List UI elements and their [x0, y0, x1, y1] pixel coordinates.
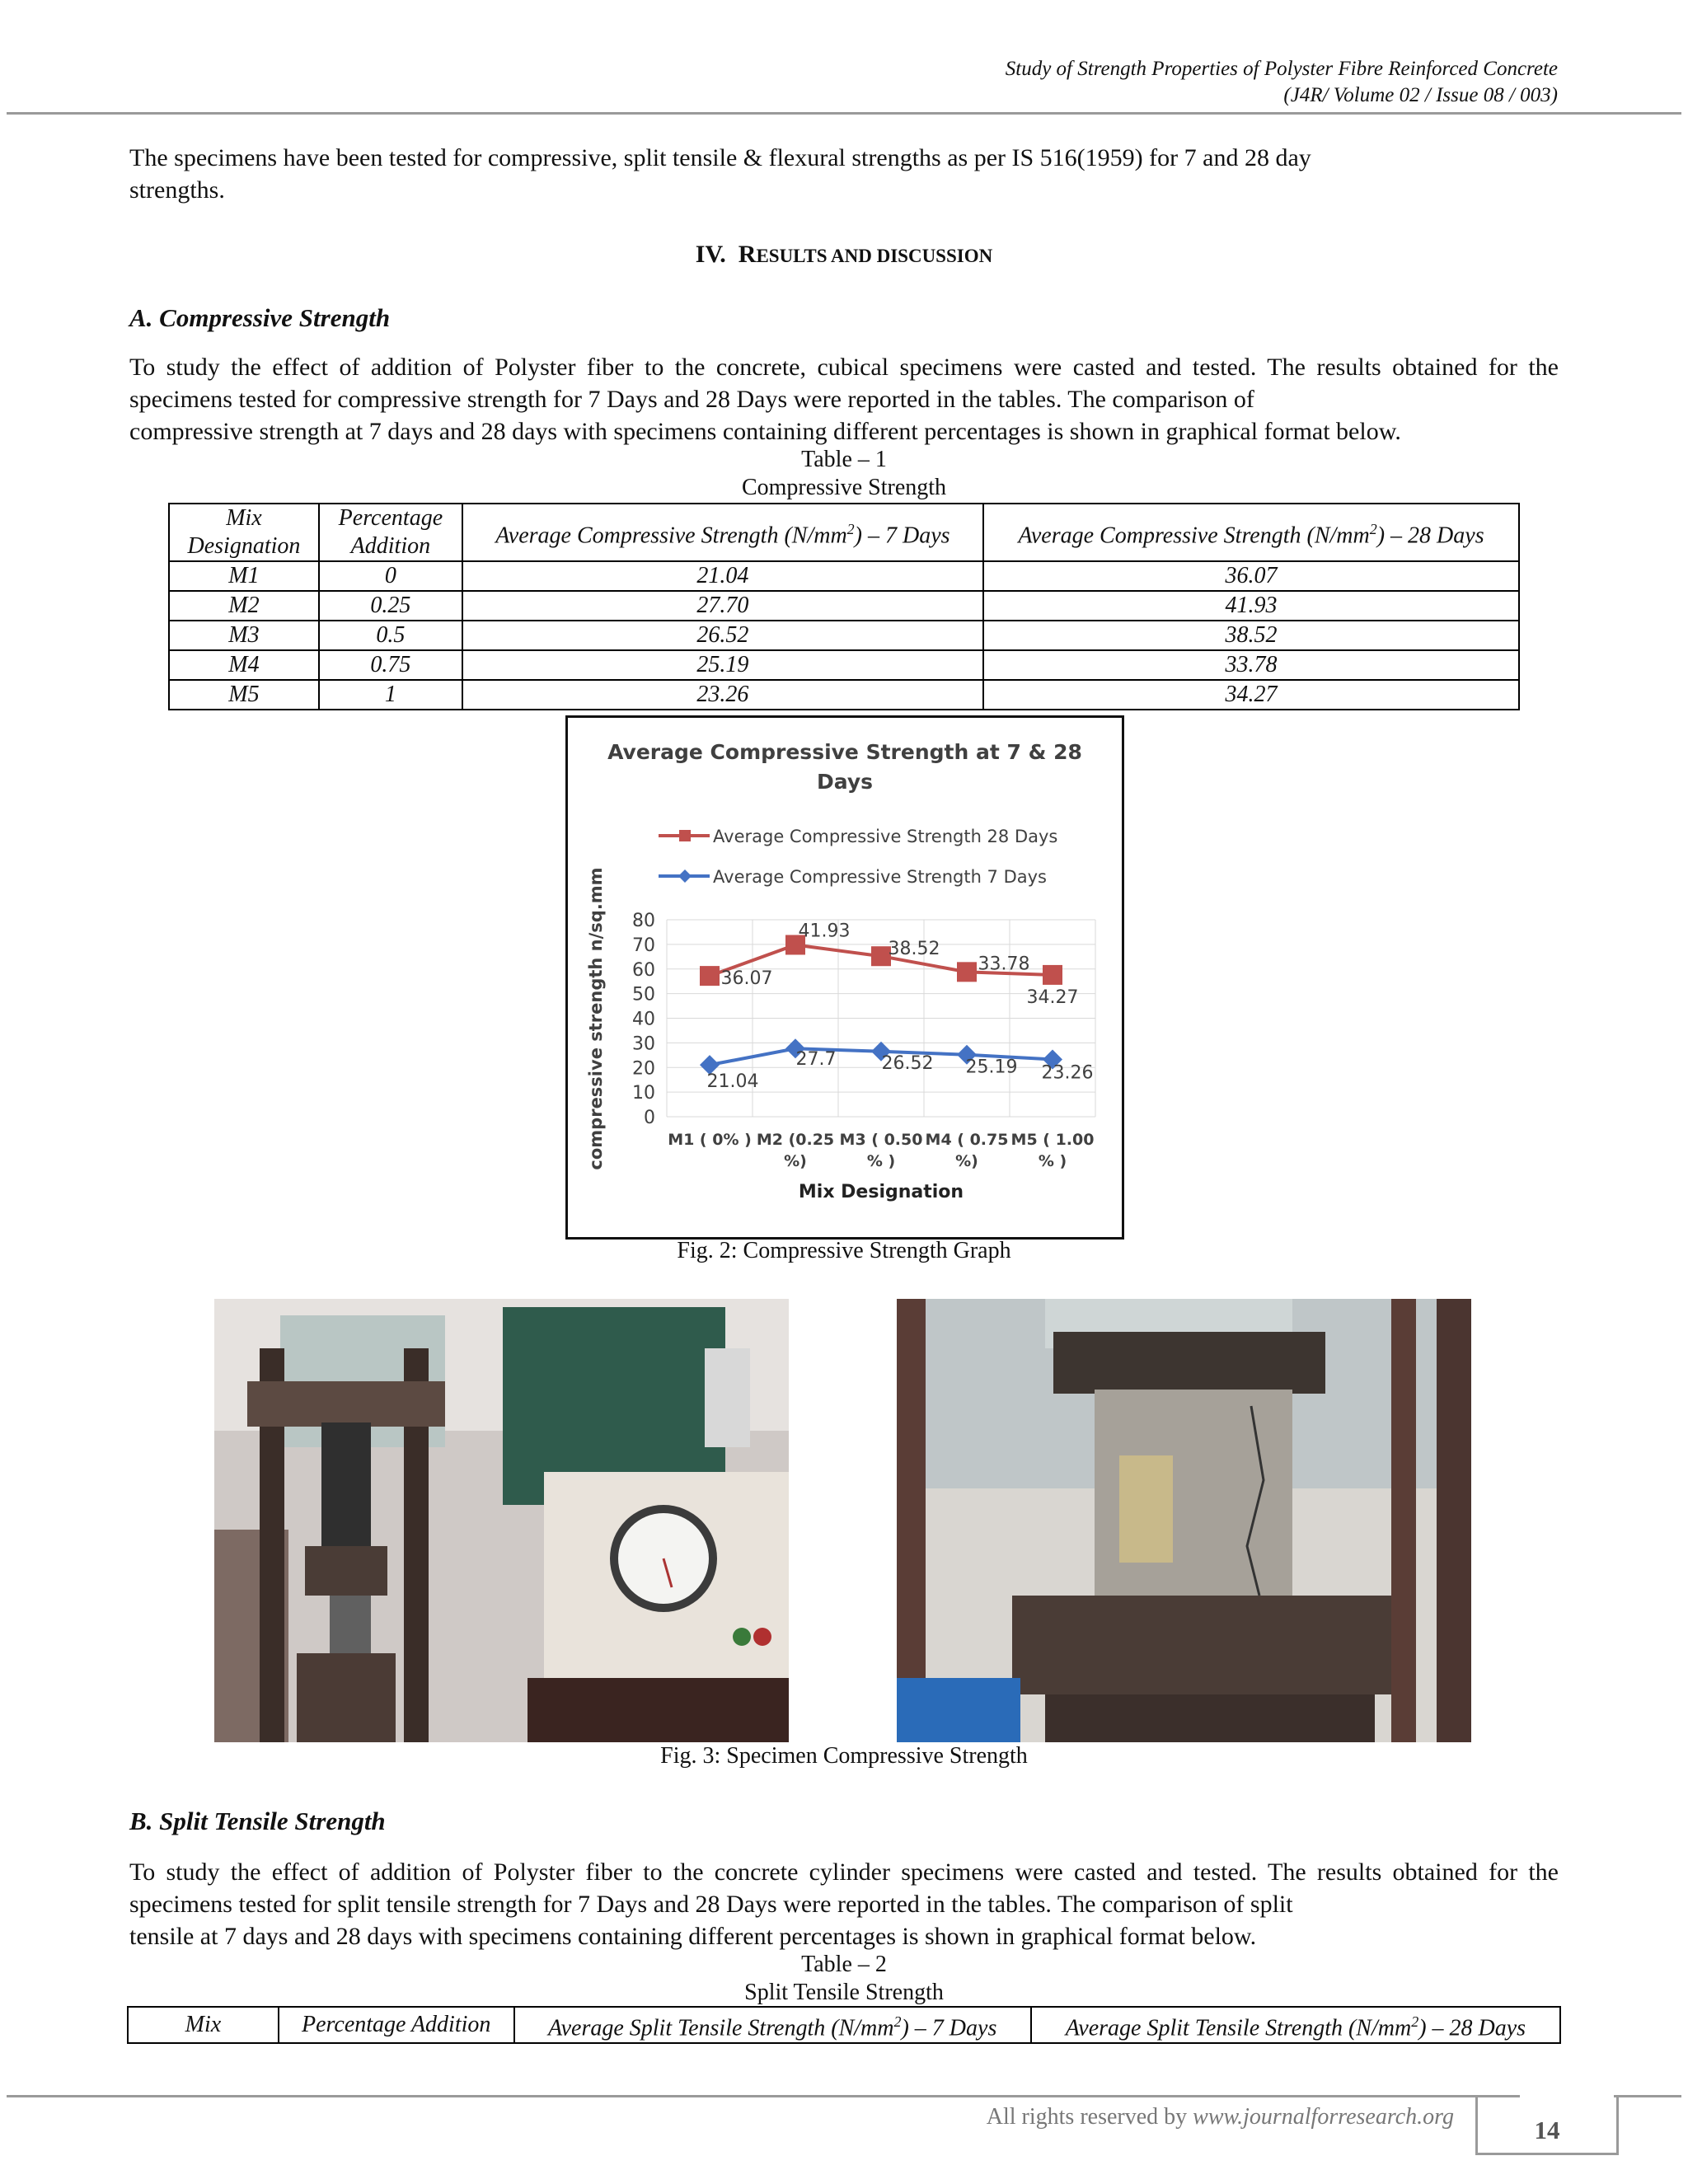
legend-label: Average Compressive Strength 7 Days — [713, 867, 1047, 887]
cell-mix: M5 — [169, 680, 319, 710]
col-header-mix: Mix — [128, 2007, 279, 2043]
compressive-strength-table — [168, 503, 1520, 710]
data-label: 33.78 — [978, 954, 1030, 975]
x-tick-label: M2 (0.25 — [756, 1131, 835, 1149]
split-tensile-strength-table — [127, 2006, 1561, 2044]
data-point — [1043, 965, 1062, 985]
table-row — [169, 561, 1519, 591]
compressive-text: To study the effect of addition of Polyster fiber to the concrete, cubical specimens were casted and tested. The results obtained for the specimens tested for compressive strength for 7 Days and 28 Days were reported in the tables. The comparison of — [129, 354, 1559, 413]
page-number: 14 — [1534, 2116, 1560, 2144]
col-header-percentage: Percentage Addition — [319, 504, 462, 561]
compressive-paragraph — [129, 351, 1559, 448]
cell-mix: M2 — [169, 591, 319, 621]
x-tick-label: % ) — [866, 1152, 896, 1170]
table-header-row — [169, 504, 1519, 561]
cell-d7: 26.52 — [462, 621, 983, 650]
split-text: To study the effect of addition of Polyster fiber to the concrete cylinder specimens were casted and tested. The results obtained for the specimens tested for split tensile strength for 7 Days and 28 Days were reported in the tables. The comparison of split — [129, 1858, 1559, 1918]
header-divider — [7, 112, 1681, 115]
y-tick-label: 0 — [644, 1108, 655, 1128]
cell-pct: 0.75 — [319, 650, 462, 680]
col-header-percentage: Percentage Addition — [279, 2007, 514, 2043]
cell-pct: 0.25 — [319, 591, 462, 621]
section-title-rest: ESULTS AND DISCUSSION — [756, 246, 993, 266]
cell-mix: M1 — [169, 561, 319, 591]
table2-label: Table – 2 — [801, 1952, 887, 1977]
table1-title: Compressive Strength — [741, 475, 947, 500]
chart-svg — [568, 718, 1122, 1237]
table1-label: Table – 1 — [801, 447, 887, 472]
data-point — [957, 962, 977, 982]
cell-pct: 0.5 — [319, 621, 462, 650]
legend-marker — [679, 830, 691, 841]
data-label: 25.19 — [965, 1057, 1018, 1078]
cell-d7: 23.26 — [462, 680, 983, 710]
footer-divider — [7, 2095, 1520, 2097]
col-header-28days: Average Split Tensile Strength $(N/mm^2) - 28$ Days — [1031, 2007, 1560, 2043]
fig2-caption: Fig. 2: Compressive Strength Graph — [677, 1238, 1011, 1263]
data-label: 21.04 — [706, 1071, 759, 1093]
data-label: 38.52 — [888, 939, 940, 960]
data-point — [700, 966, 720, 986]
table-row — [169, 680, 1519, 710]
footer-divider-right — [1614, 2095, 1681, 2097]
subsection-heading-split-tensile: B. Split Tensile Strength — [129, 1807, 386, 1835]
y-tick-label: 20 — [632, 1058, 655, 1080]
y-tick-label: 80 — [632, 911, 655, 931]
table-row — [169, 621, 1519, 650]
legend-label: Average Compressive Strength 28 Days — [713, 827, 1058, 846]
cell-d28: 41.93 — [983, 591, 1519, 621]
x-axis-label: Mix Designation — [798, 1182, 964, 1202]
legend-marker — [678, 869, 692, 883]
y-tick-label: 60 — [632, 959, 655, 981]
cell-pct: 1 — [319, 680, 462, 710]
data-label: 34.27 — [1026, 987, 1079, 1008]
compression-machine-illustration — [214, 1299, 789, 1742]
intro-text-last: strengths. — [129, 176, 225, 204]
specimen-under-test-photo — [897, 1299, 1471, 1742]
split-text-last: tensile at 7 days and 28 days with specimens containing different percentages is shown in graphical format below. — [129, 1923, 1257, 1950]
split-tensile-paragraph — [129, 1856, 1559, 1952]
data-label: 27.7 — [795, 1049, 837, 1071]
cell-d28: 38.52 — [983, 621, 1519, 650]
cell-d28: 33.78 — [983, 650, 1519, 680]
x-tick-label: M3 ( 0.50 — [839, 1131, 923, 1149]
running-header-title: Study of Strength Properties of Polyster Fibre Reinforced Concrete — [1005, 58, 1558, 80]
cell-mix: M3 — [169, 621, 319, 650]
cell-d28: 36.07 — [983, 561, 1519, 591]
chart-title-line2: Days — [816, 770, 874, 794]
data-label: 23.26 — [1041, 1062, 1094, 1084]
intro-text: The specimens have been tested for compressive, split tensile & flexural strengths as per IS 516(1959) for 7 and 28 day — [129, 144, 1311, 171]
data-label: 41.93 — [798, 921, 851, 942]
col-header-7days: Average Compressive Strength $(N/mm^2) - 7$ Days — [462, 504, 983, 561]
table-row — [169, 591, 1519, 621]
table2-title: Split Tensile Strength — [744, 1980, 944, 2005]
y-tick-label: 50 — [632, 984, 655, 1005]
x-tick-label: M4 ( 0.75 — [925, 1131, 1009, 1149]
cell-d7: 21.04 — [462, 561, 983, 591]
cell-pct: 0 — [319, 561, 462, 591]
subsection-heading-compressive: A. Compressive Strength — [129, 303, 391, 332]
x-tick-label: %) — [955, 1152, 978, 1170]
cell-d28: 34.27 — [983, 680, 1519, 710]
footer-site-link[interactable]: www.journalforresearch.org — [1193, 2104, 1454, 2130]
y-axis-label: compressive strength n/sq.mm — [586, 867, 606, 1170]
x-tick-label: M1 ( 0% ) — [668, 1131, 752, 1149]
cell-d7: 27.70 — [462, 591, 983, 621]
data-label: 26.52 — [881, 1052, 934, 1074]
y-tick-label: 40 — [632, 1009, 655, 1030]
section-number: IV. — [695, 241, 726, 268]
cell-d7: 25.19 — [462, 650, 983, 680]
data-label: 36.07 — [720, 968, 773, 990]
cell-mix: M4 — [169, 650, 319, 680]
running-header-volume: (J4R/ Volume 02 / Issue 08 / 003) — [1283, 84, 1558, 106]
specimen-cube-illustration — [897, 1299, 1471, 1742]
y-tick-label: 30 — [632, 1033, 655, 1055]
section-title — [0, 241, 1688, 269]
y-tick-label: 10 — [632, 1083, 655, 1104]
x-tick-label: M5 ( 1.00 — [1010, 1131, 1095, 1149]
fig3-caption: Fig. 3: Specimen Compressive Strength — [660, 1743, 1028, 1769]
y-tick-label: 70 — [632, 935, 655, 956]
intro-paragraph — [129, 142, 1559, 206]
footer-rights: All rights reserved by www.journalforresearch.org — [986, 2104, 1454, 2130]
chart-title-line1: Average Compressive Strength at 7 & 28 — [607, 740, 1082, 764]
section-title-initial: R — [738, 241, 757, 268]
compressive-text-last: compressive strength at 7 days and 28 days with specimens containing different percentages is shown in graphical format below. — [129, 418, 1401, 445]
x-tick-label: % ) — [1038, 1152, 1067, 1170]
col-header-28days: Average Compressive Strength $(N/mm^2) - 28$ Days — [983, 504, 1519, 561]
col-header-mix: Mix Designation — [169, 504, 319, 561]
compressive-strength-chart — [565, 715, 1124, 1240]
table-header-row — [128, 2007, 1560, 2043]
col-header-7days: Average Split Tensile Strength $(N/mm^2) - 7$ Days — [514, 2007, 1031, 2043]
compression-machine-photo — [214, 1299, 789, 1742]
table-row — [169, 650, 1519, 680]
x-tick-label: %) — [784, 1152, 807, 1170]
